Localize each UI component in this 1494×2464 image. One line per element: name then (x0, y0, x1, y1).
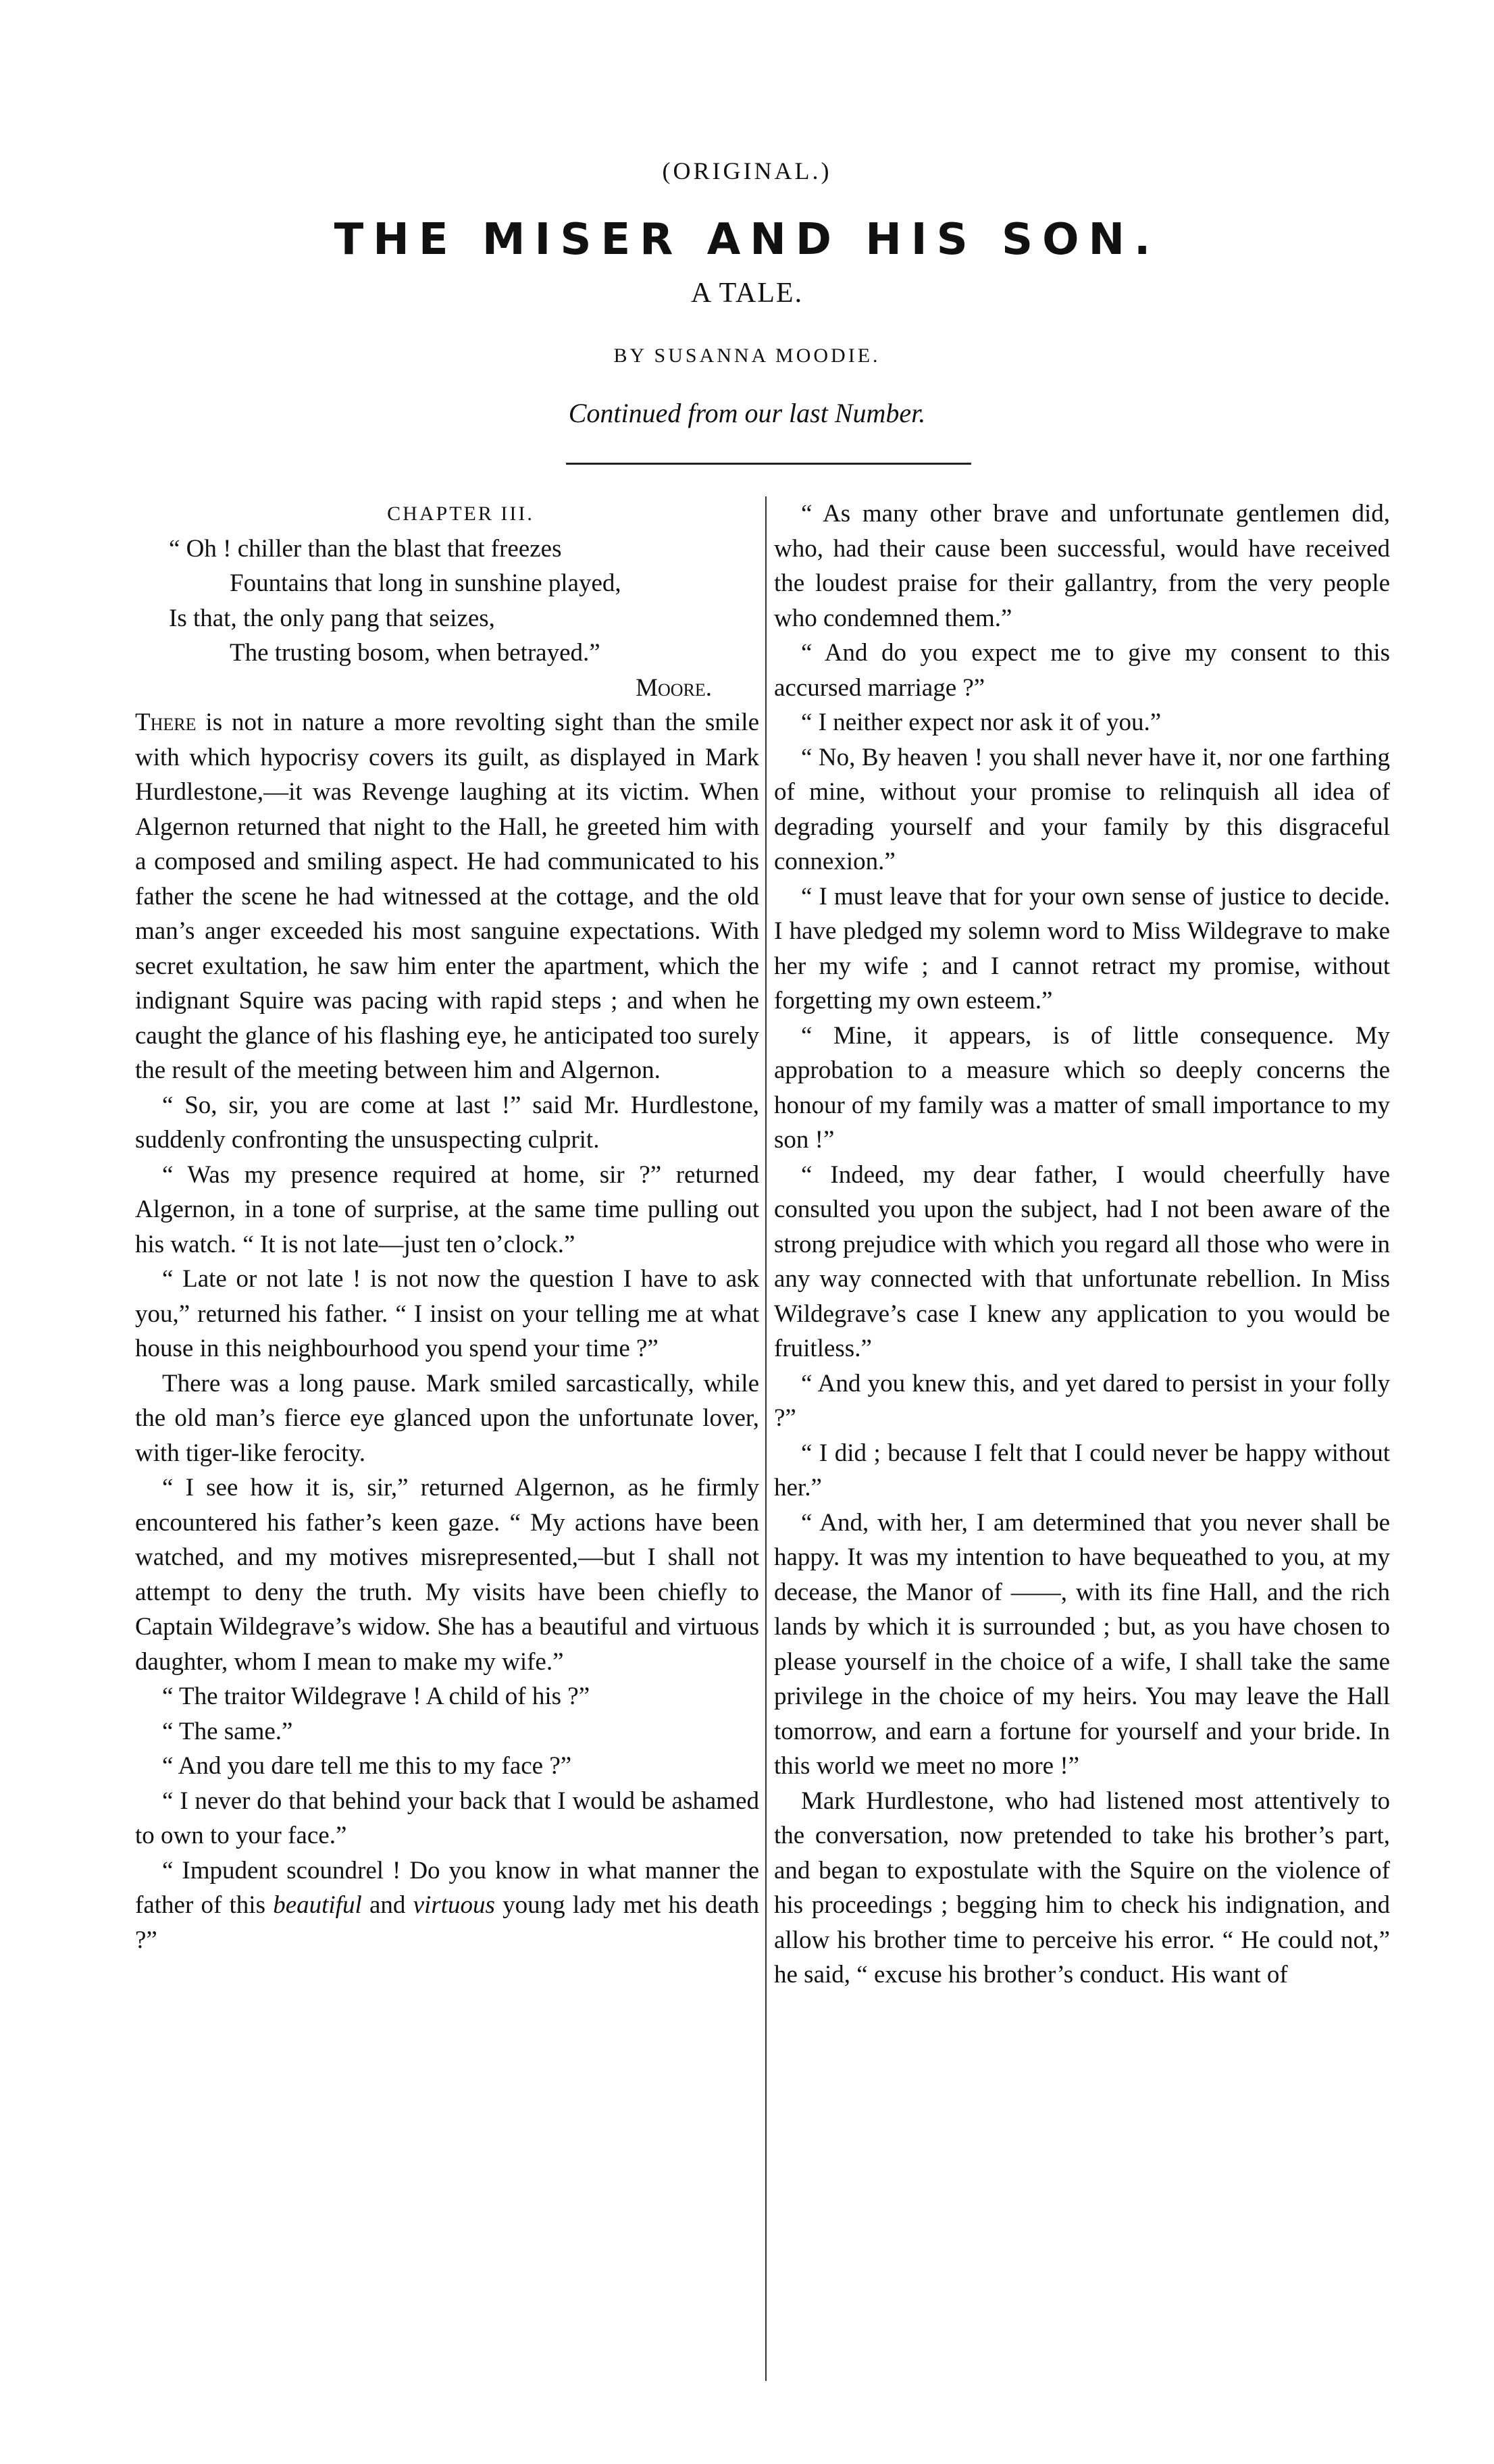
paragraph: There was a long pause. Mark smiled sarcastically, while the old man’s fierce eye glanced upon the unfortunate lover, with tiger-like ferocity. (135, 1369, 759, 1467)
byline: BY SUSANNA MOODIE. (613, 344, 881, 367)
opening-word: There (135, 709, 197, 736)
paragraph: “ So, sir, you are come at last !” said Mr. Hurdlestone, suddenly confronting the unsuspecting culprit. (135, 1091, 759, 1154)
paragraph: Mark Hurdlestone, who had listened most attentively to the conversation, now pretended to take his brother’s part, and began to expostulate with the Squire on the violence of his proceedings ; begging him to check his indignation, and allow his brother time to perceive his error. “ He could not,” he said, “ excuse his brother’s conduct. His want of (774, 1787, 1390, 1988)
paragraph: “ No, By heaven ! you shall never have it, nor one farthing of mine, without your promise to relinquish all idea of degrading yourself and your family by this disgraceful connexion.” (774, 743, 1390, 875)
paragraph: “ And you dare tell me this to my face ?” (162, 1752, 572, 1780)
paragraph: “ And you knew this, and yet dared to persist in your folly ?” (774, 1369, 1390, 1432)
paragraph: “ I see how it is, sir,” returned Algernon, as he firmly encountered his father’s keen gaze. “ My actions have been watched, and my motives misrepresented,—but I shall not attempt to deny the truth. My visits have been chiefly to Captain Wildegrave’s widow. She has a beautiful and virtuous daughter, whom I mean to make my wife.” (135, 1474, 759, 1676)
epigraph-attribution: Moore. (636, 673, 712, 702)
paragraph: “ I must leave that for your own sense of justice to decide. I have pledged my solemn word to Miss Wildegrave to make her my wife ; and I cannot retract my promise, without forgetting my own esteem.” (774, 882, 1390, 1015)
story-subtitle: A TALE. (690, 278, 804, 309)
paragraph: “ Indeed, my dear father, I would cheerfully have consulted you upon the subject, had I not been aware of the strong prejudice with which you regard all those who were in any way connected with that unfortunate rebellion. In Miss Wildegrave’s case I knew any application to you would be fruitless.” (774, 1160, 1390, 1362)
paragraph: “ I did ; because I felt that I could never be happy without her.” (774, 1439, 1390, 1502)
paragraph: “ The same.” (162, 1717, 293, 1745)
paragraph (135, 1853, 759, 1958)
emphasis: beautiful (273, 1891, 362, 1919)
paragraph-text: “ Impudent scoundrel ! Do you know in what manner the father of this (135, 1856, 759, 1919)
epigraph (135, 532, 759, 706)
paragraph: “ And, with her, I am determined that you never shall be happy. It was my intention to have bequeathed to you, at my decease, the Manor of ——, with its fine Hall, and the rich lands by which it is surrounded ; but, as you have chosen to please yourself in the choice of a wife, I shall take the same privilege in the choice of my heirs. You may leave the Hall tomorrow, and earn a fortune for yourself and your bride. In this world we meet no more !” (774, 1508, 1390, 1780)
original-tag: (ORIGINAL.) (662, 157, 832, 184)
paragraph-text: young lady met his death ?” (135, 1891, 759, 1954)
paragraph-text: and (361, 1891, 413, 1919)
right-column (774, 496, 1390, 1993)
title-rule (566, 463, 971, 465)
continued-note: Continued from our last Number. (568, 398, 926, 428)
paragraph: “ Mine, it appears, is of little consequence. My approbation to a measure which so deeply concerns the honour of my family was a matter of small importance to my son !” (774, 1021, 1390, 1154)
column-divider (765, 496, 767, 2381)
paragraph-text: is not in nature a more revolting sight than the smile with which hypocrisy covers its guilt, as displayed in Mark Hurdlestone,—it was Revenge laughing at its victim. When Algernon returned that night to the Hall, he greeted him with a composed and smiling aspect. He had communicated to his father the scene he had witnessed at the cottage, and the old man’s anger exceeded his most sanguine expectations. With secret exultation, he saw him enter the apartment, which the indignant Squire was pacing with rapid steps ; and when he caught the glance of his flashing eye, he anticipated too surely the result of the meeting between him and Algernon. (135, 709, 759, 1084)
story-title: THE MISER AND HIS SON. (334, 215, 1160, 265)
epigraph-line: “ Oh ! chiller than the blast that freezes (169, 534, 562, 563)
epigraph-line: The trusting bosom, when betrayed.” (230, 639, 600, 667)
paragraph: “ I neither expect nor ask it of you.” (801, 709, 1162, 736)
chapter-heading: CHAPTER III. (387, 503, 534, 525)
paragraph (135, 705, 759, 1088)
epigraph-line: Fountains that long in sunshine played, (230, 569, 621, 597)
epigraph-line: Is that, the only pang that seizes, (169, 604, 495, 632)
paragraph: “ The traitor Wildegrave ! A child of his ?” (162, 1683, 590, 1710)
paragraph: “ As many other brave and unfortunate gentlemen did, who, had their cause been successful, would have received the loudest praise for their gallantry, from the very people who condemned them.” (774, 500, 1390, 632)
paragraph: “ And do you expect me to give my consent to this accursed marriage ?” (774, 639, 1390, 702)
emphasis: virtuous (413, 1891, 495, 1919)
paragraph: “ Was my presence required at home, sir ?” returned Algernon, in a tone of surprise, at the same time pulling out his watch. “ It is not late—just ten o’clock.” (135, 1160, 759, 1258)
left-column (135, 496, 759, 1957)
paragraph: “ I never do that behind your back that I would be ashamed to own to your face.” (135, 1787, 759, 1849)
paragraph: “ Late or not late ! is not now the question I have to ask you,” returned his father. “ I insist on your telling me at what house in this neighbourhood you spend your time ?” (135, 1265, 759, 1362)
